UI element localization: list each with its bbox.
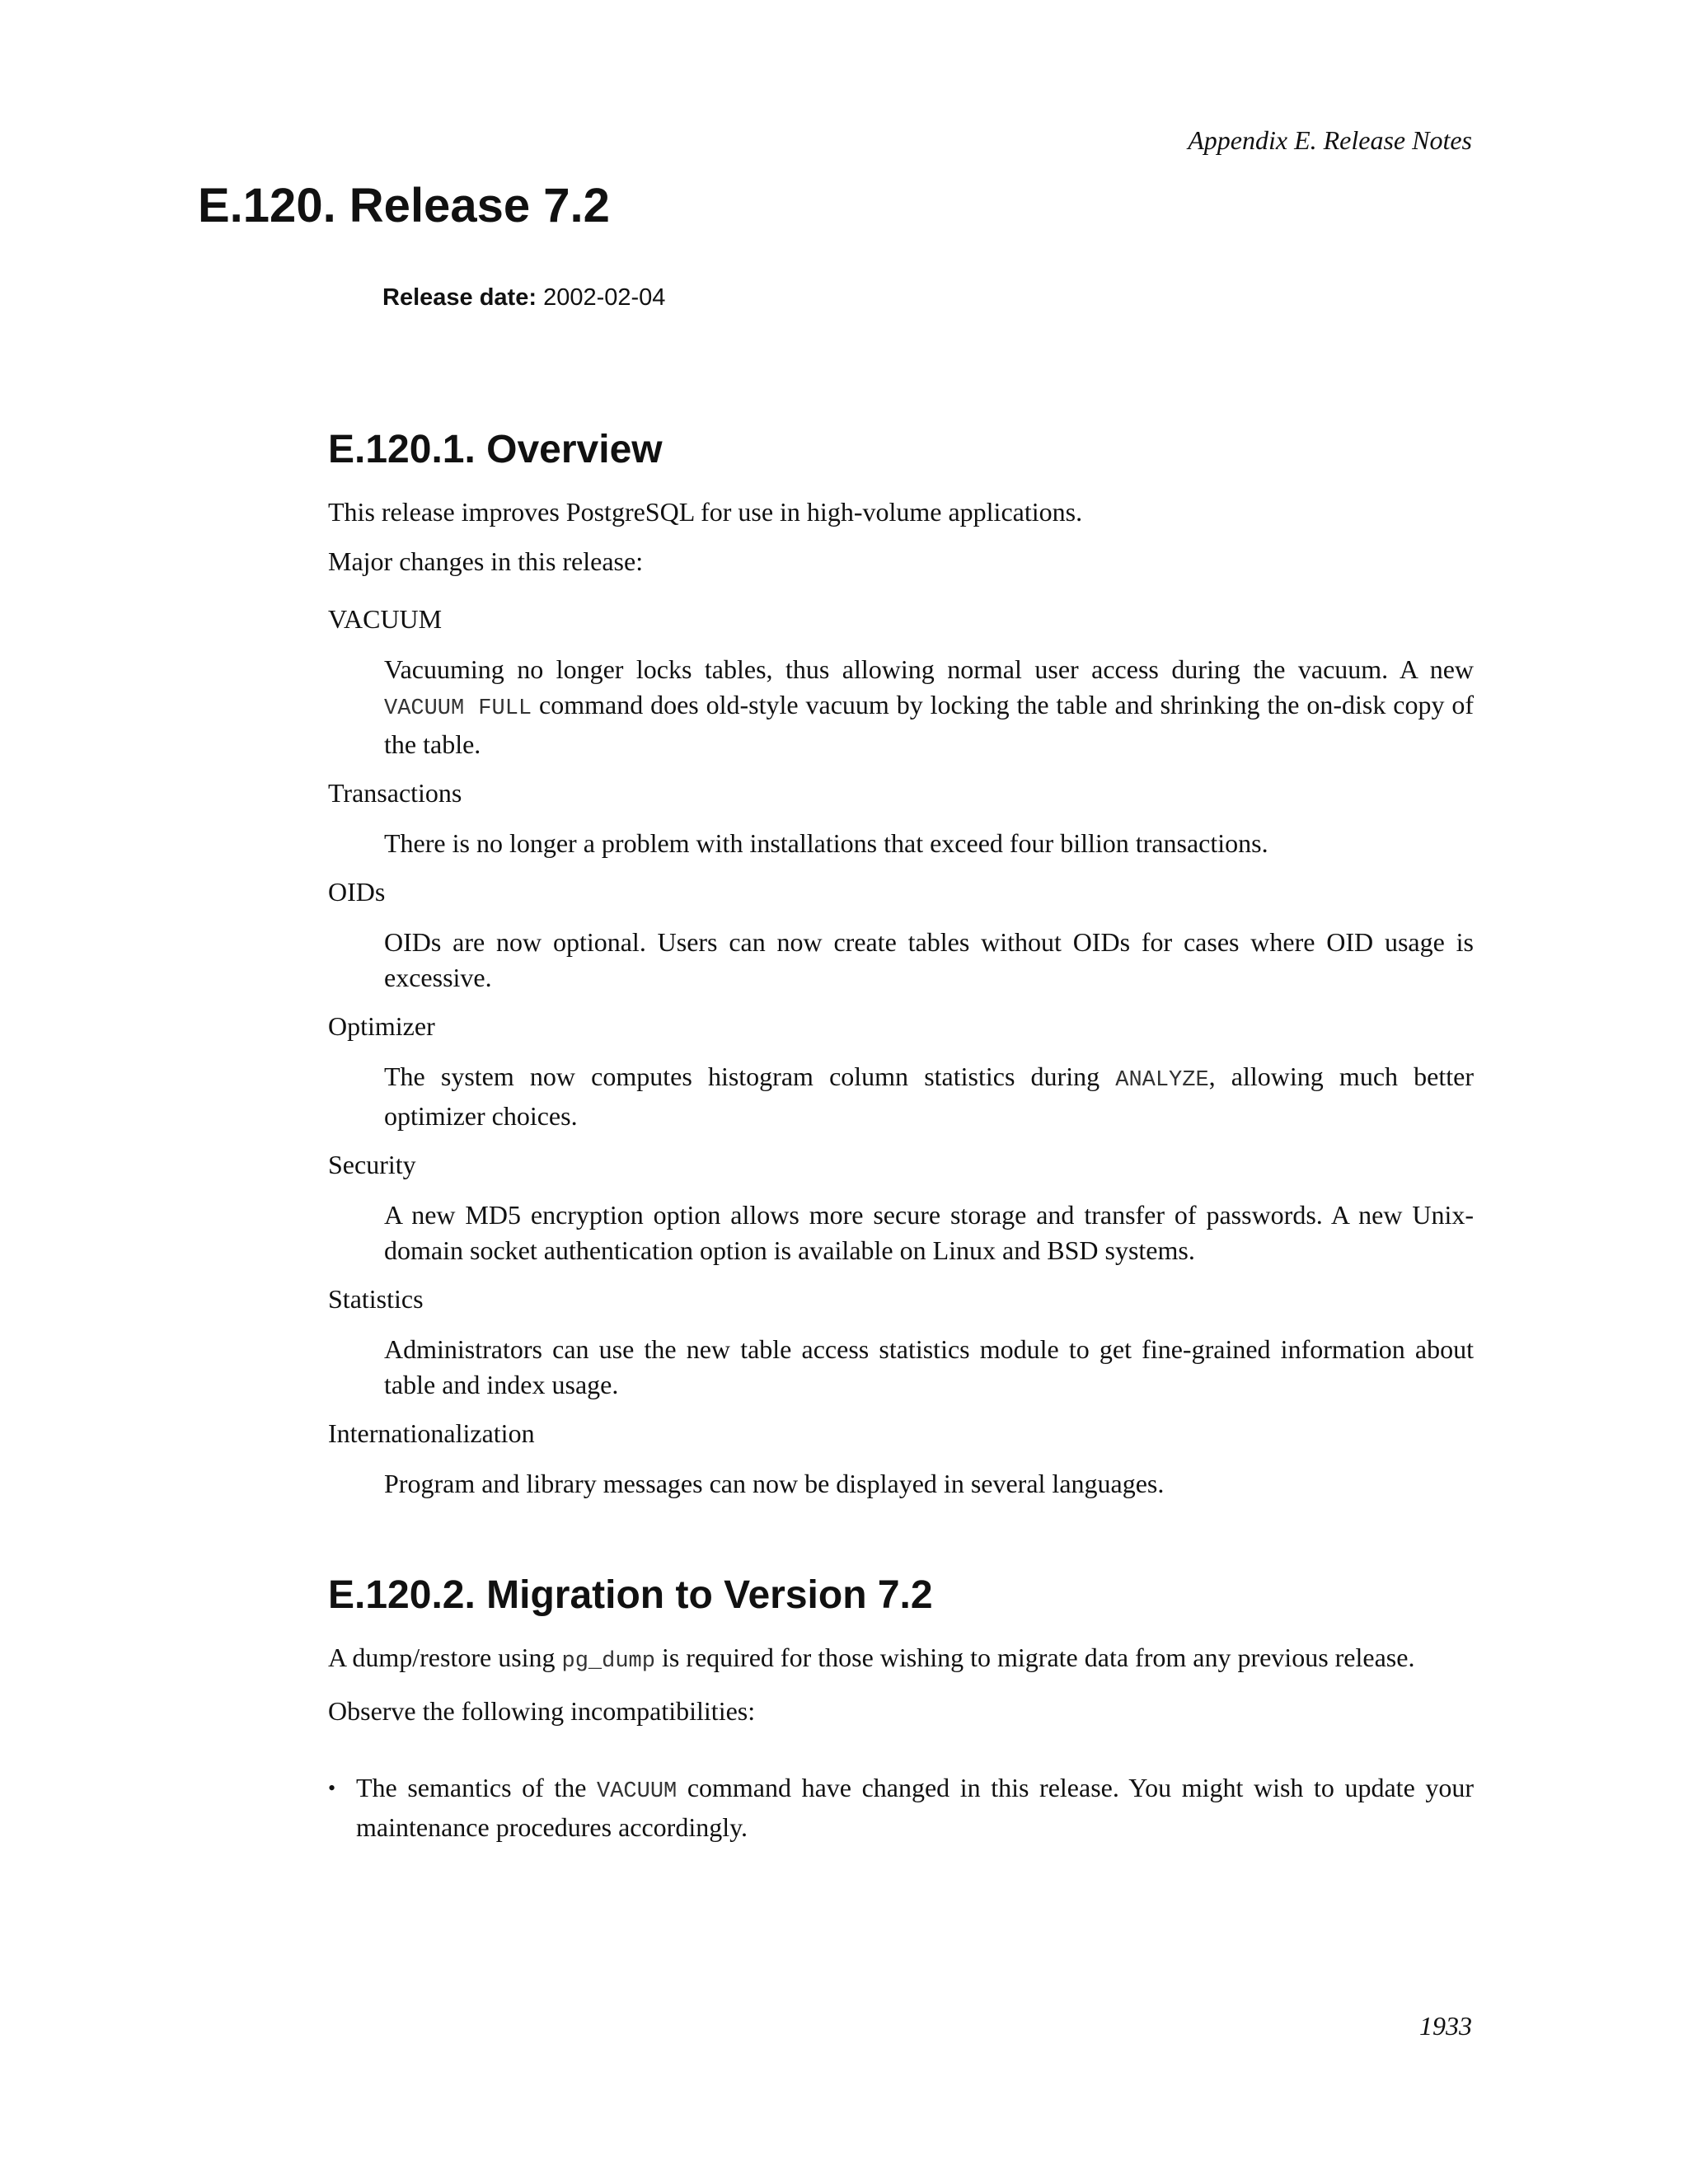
change-definition: Administrators can use the new table access statistics module to get fine-grained information about table and index usage.	[384, 1334, 1474, 1399]
change-term: Transactions	[328, 778, 462, 808]
change-term: Optimizer	[328, 1011, 435, 1041]
overview-heading: E.120.1. Overview	[328, 428, 663, 471]
incompatibilities-label: Observe the following incompatibilities:	[328, 1696, 756, 1726]
migration-section	[328, 1640, 1474, 1845]
change-term: Statistics	[328, 1284, 424, 1314]
release-date	[382, 284, 665, 312]
overview-intro: This release improves PostgreSQL for use in high-volume applications.	[328, 497, 1083, 527]
migration-dump-paragraph: A dump/restore using pg_dump is required for those wishing to migrate data from any previous release.	[328, 1643, 1415, 1674]
release-date-value: 2002-02-04	[543, 284, 666, 311]
change-definition: The system now computes histogram column statistics during ANALYZE, allowing much better optimizer choices.	[384, 1062, 1475, 1131]
inline-code: ANALYZE	[1115, 1068, 1209, 1093]
page-number: 1933	[1419, 2011, 1472, 2041]
inline-code: pg_dump	[561, 1649, 655, 1674]
running-header: Appendix E. Release Notes	[1188, 125, 1472, 155]
release-date-label: Release date:	[382, 284, 537, 311]
change-term: OIDs	[328, 877, 386, 907]
change-definition: There is no longer a problem with installations that exceed four billion transactions.	[384, 828, 1268, 858]
bullet-icon: •	[328, 1776, 336, 1800]
migration-heading: E.120.2. Migration to Version 7.2	[328, 1573, 933, 1617]
page-title: E.120. Release 7.2	[198, 179, 610, 232]
change-definition: Vacuuming no longer locks tables, thus allowing normal user access during the vacuum. A new VACUUM FULL command does old-style vacuum by locking the table and shrinking the on-disk copy of the table.	[384, 654, 1475, 759]
overview-section	[328, 494, 1474, 1502]
change-definition: A new MD5 encryption option allows more secure storage and transfer of passwords. A new Unix-domain socket authentication option is available on Linux and BSD systems.	[384, 1200, 1474, 1265]
change-term: Internationalization	[328, 1418, 535, 1448]
inline-code: VACUUM FULL	[384, 696, 532, 721]
major-changes-label: Major changes in this release:	[328, 546, 644, 576]
change-term: Security	[328, 1150, 416, 1179]
change-definition: Program and library messages can now be displayed in several languages.	[384, 1469, 1165, 1498]
inline-code: VACUUM	[597, 1779, 678, 1804]
changes-list	[328, 602, 1474, 1502]
change-term: VACUUM	[328, 604, 443, 634]
list-item: • The semantics of the VACUUM command have changed in this release. You might wish to update your maintenance procedures accordingly.	[328, 1770, 1474, 1845]
change-definition: OIDs are now optional. Users can now create tables without OIDs for cases where OID usage is excessive.	[384, 927, 1474, 992]
incompatibilities-list	[328, 1770, 1474, 1845]
